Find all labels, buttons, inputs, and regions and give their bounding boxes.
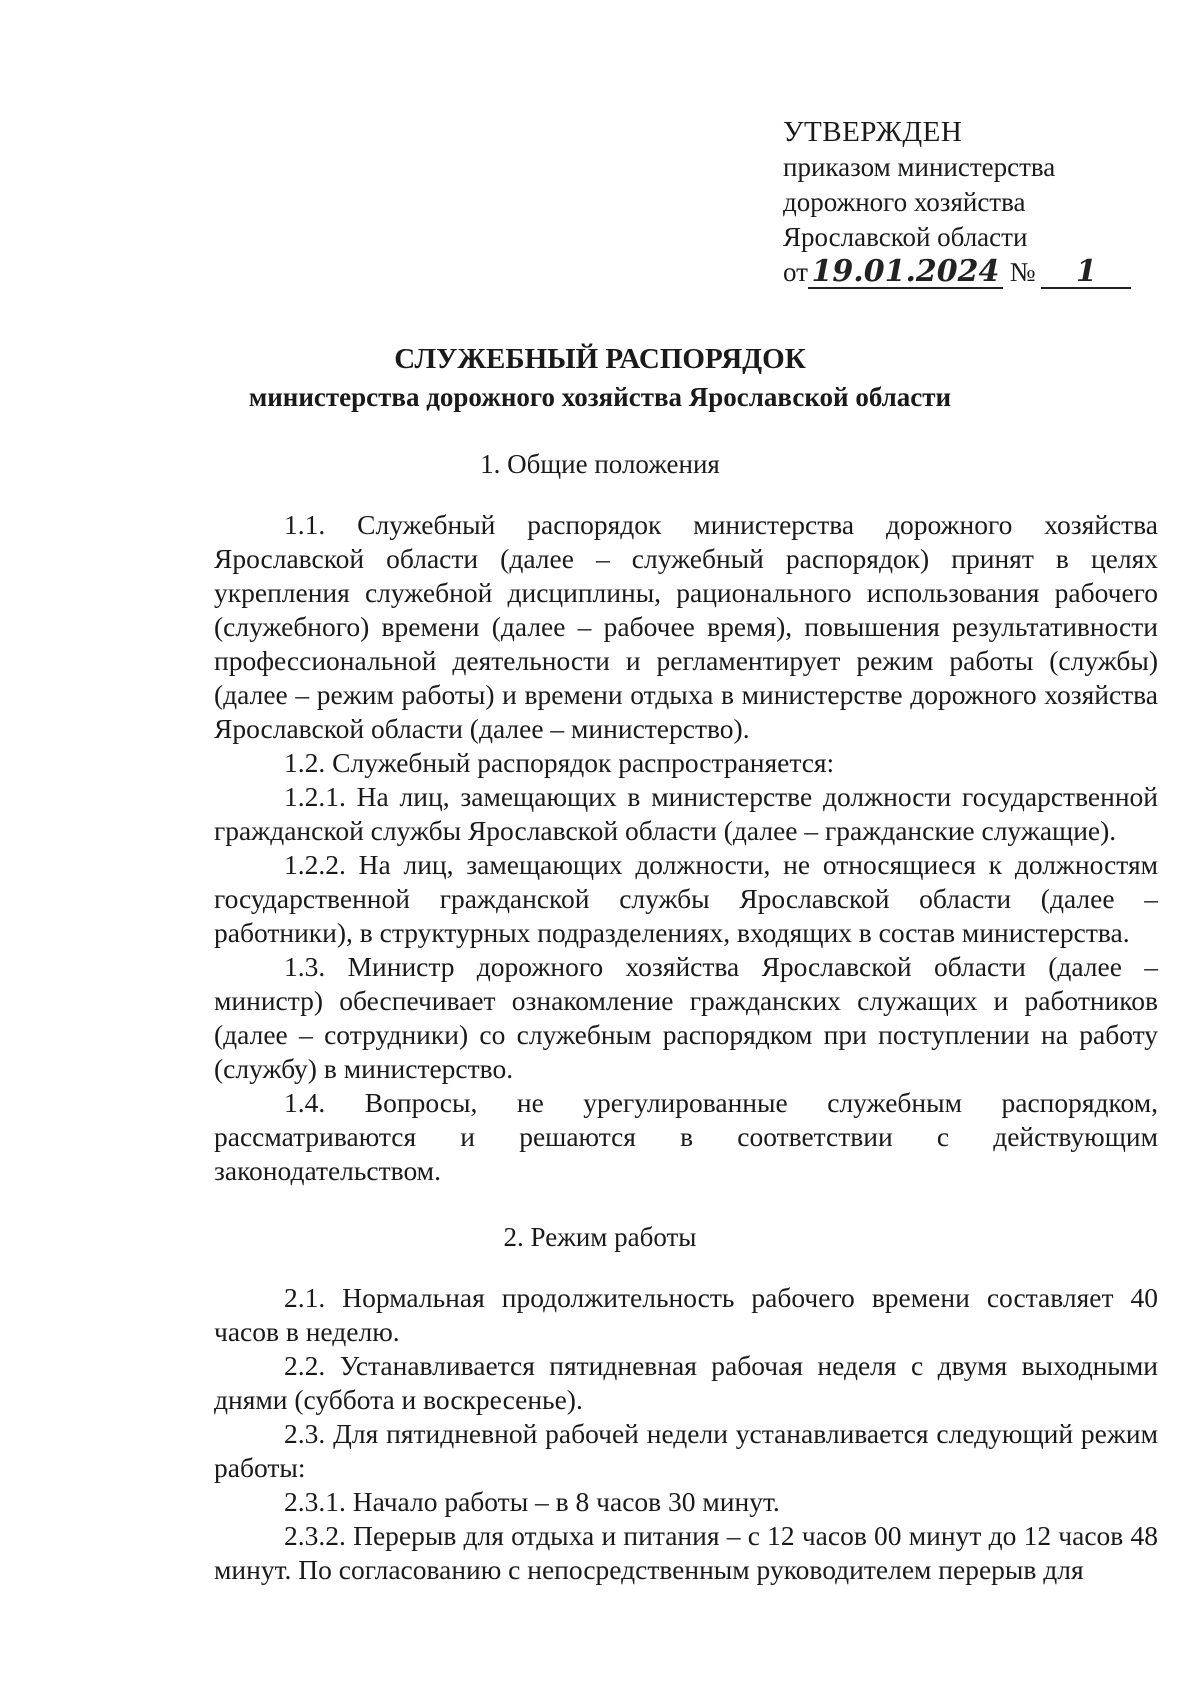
section-heading-2: 2. Режим работы <box>503 1222 697 1252</box>
approval-line-3: Ярославской области <box>783 222 1028 252</box>
document-subtitle: министерства дорожного хозяйства Ярославской области <box>248 382 952 412</box>
paragraph-2-3: 2.3. Для пятидневной рабочей недели устанавливается следующий режим работы: <box>214 1418 1158 1483</box>
section-heading-1: 1. Общие положения <box>480 449 720 479</box>
approval-stamp-block <box>783 115 1143 290</box>
document-title: СЛУЖЕБНЫЙ РАСПОРЯДОК <box>394 343 806 375</box>
approval-date-line <box>783 255 1143 290</box>
section-2-body <box>214 1281 1158 1587</box>
paragraph-1-4: 1.4. Вопросы, не урегулированные служебным распорядком, рассматриваются и решаются в соответствии с действующим законодательством. <box>214 1087 1158 1186</box>
approval-from-label: от <box>783 257 808 287</box>
approval-number-label: № <box>1009 257 1036 287</box>
paragraph-1-1: 1.1. Служебный распорядок министерства дорожного хозяйства Ярославской области (далее – служебный распорядок) принят в целях укрепления служебной дисциплины, рационального использования рабочего (служебного) времени (далее – рабочее время), повышения результативности профессиональной деятельности и регламентирует режим работы (службы) (далее – режим работы) и времени отдыха в министерстве дорожного хозяйства Ярославской области (далее – министерство). <box>214 509 1158 744</box>
paragraph-2-3-1: 2.3.1. Начало работы – в 8 часов 30 минут. <box>284 1486 780 1517</box>
approval-number: 1 <box>1041 257 1131 289</box>
approval-line-1: приказом министерства <box>783 152 1056 182</box>
paragraph-2-3-2: 2.3.2. Перерыв для отдыха и питания – с 12 часов 00 минут до 12 часов 48 минут. По согласованию с непосредственным руководителем перерыв для <box>214 1520 1158 1585</box>
paragraph-1-2-2: 1.2.2. На лиц, замещающих должности, не относящиеся к должностям государственной гражданской службы Ярославской области (далее – работники), в структурных подразделениях, входящих в состав министерства. <box>214 849 1158 948</box>
paragraph-1-2: 1.2. Служебный распорядок распространяется: <box>284 747 835 778</box>
approval-heading: УТВЕРЖДЕН <box>783 116 963 148</box>
paragraph-2-2: 2.2. Устанавливается пятидневная рабочая неделя с двумя выходными днями (суббота и воскресенье). <box>214 1350 1158 1415</box>
paragraph-1-3: 1.3. Министр дорожного хозяйства Ярославской области (далее – министр) обеспечивает ознакомление гражданских служащих и работников (далее – сотрудники) со служебным распорядком при поступлении на работу (службу) в министерство. <box>214 951 1158 1084</box>
paragraph-1-2-1: 1.2.1. На лиц, замещающих в министерстве должности государственной гражданской службы Ярославской области (далее – гражданские служащие). <box>214 781 1158 846</box>
approval-line-2: дорожного хозяйства <box>783 187 1026 217</box>
approval-date: 19.01.2024 <box>808 257 1003 289</box>
paragraph-2-1: 2.1. Нормальная продолжительность рабочего времени составляет 40 часов в неделю. <box>214 1282 1158 1347</box>
section-1-body <box>214 508 1158 1188</box>
